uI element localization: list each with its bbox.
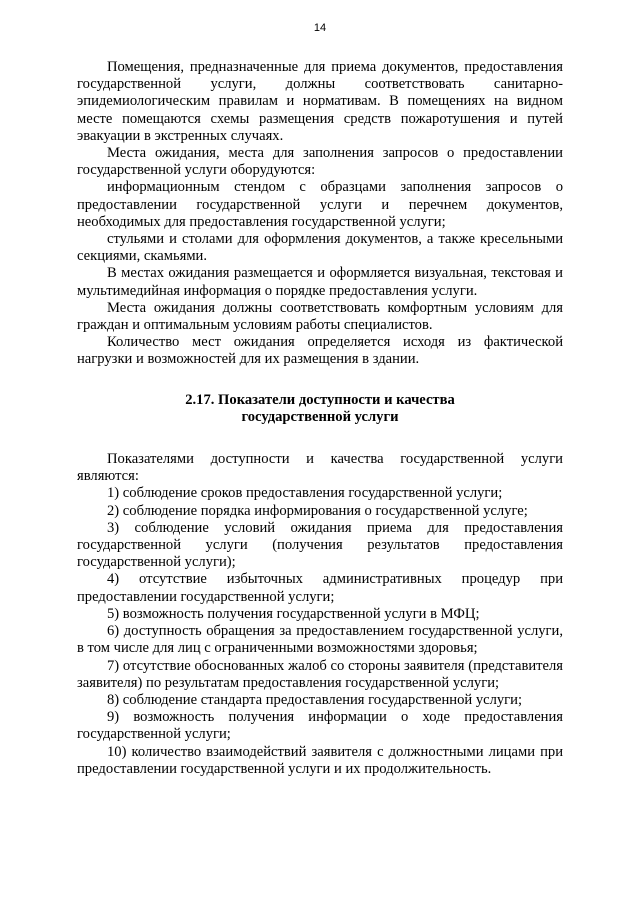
list-item-5: 5) возможность получения государственной услуги в МФЦ; [107, 605, 480, 622]
list-item-6: 6) доступность обращения за предоставлением государственной услуги, в том числе для лиц с ограниченными возможностями здоровья; [77, 623, 563, 657]
page-number: 14 [313, 22, 327, 34]
document-body [77, 59, 563, 778]
paragraph-waiting-areas: Места ожидания, места для заполнения запросов о предоставлении государственной услуги оборудуются: [77, 145, 563, 179]
list-item-1: 1) соблюдение сроков предоставления государственной услуги; [107, 485, 503, 502]
list-item-10: 10) количество взаимодействий заявителя с должностными лицами при предоставлении государственной услуги и их продолжительность. [77, 743, 563, 777]
paragraph-info-stand: информационным стендом с образцами заполнения запросов о предоставлении государственной услуги и перечнем документов, необходимых для предоставления государственной услуги; [77, 179, 563, 230]
paragraph-premises: Помещения, предназначенные для приема документов, предоставления государственной услуги, должны соответствовать санитарно-эпидемиологическим правилам и нормативам. В помещениях на видном месте помещаются схемы размещения средств пожаротушения и путей эвакуации в экстренных случаях. [77, 59, 563, 144]
list-item-9: 9) возможность получения информации о ходе предоставления государственной услуги; [77, 709, 563, 743]
list-item-2: 2) соблюдение порядка информирования о государственной услуге; [107, 502, 528, 519]
paragraph-indicators-intro: Показателями доступности и качества государственной услуги являются: [77, 451, 563, 485]
section-heading [77, 392, 563, 426]
section-heading-line-1: 2.17. Показатели доступности и качества [185, 391, 455, 408]
paragraph-multimedia-info: В местах ожидания размещается и оформляется визуальная, текстовая и мультимедийная информация о порядке предоставления услуги. [77, 265, 563, 299]
list-item-7: 7) отсутствие обоснованных жалоб со стороны заявителя (представителя заявителя) по результатам предоставления государственной услуги; [77, 657, 563, 691]
list-item-8: 8) соблюдение стандарта предоставления государственной услуги; [107, 691, 523, 708]
section-heading-line-2: государственной услуги [241, 408, 399, 425]
paragraph-number-of-places: Количество мест ожидания определяется исходя из фактической нагрузки и возможностей для их размещения в здании. [77, 334, 563, 368]
list-item-3: 3) соблюдение условий ожидания приема для предоставления государственной услуги (получения результатов предоставления государственной услуги); [77, 519, 563, 571]
paragraph-comfort-conditions: Места ожидания должны соответствовать комфортным условиям для граждан и оптимальным условиям работы специалистов. [77, 299, 563, 334]
list-item-4: 4) отсутствие избыточных административных процедур при предоставлении государственной услуги; [77, 571, 563, 605]
paragraph-chairs-tables: стульями и столами для оформления документов, а также кресельными секциями, скамьями. [77, 231, 563, 265]
